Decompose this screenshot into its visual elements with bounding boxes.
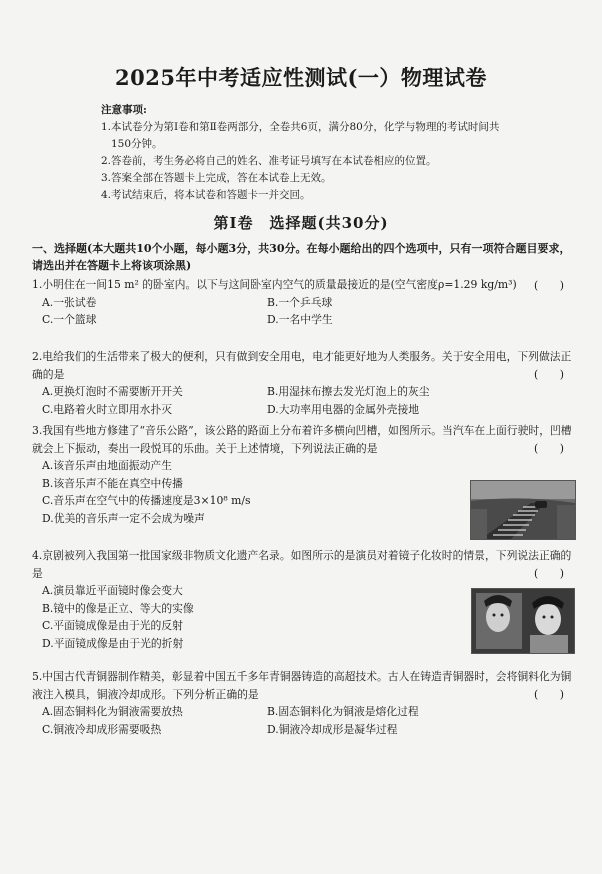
question-stem: 2.电给我们的生活带来了极大的便利，只有做到安全用电，电才能更好地为人类服务。关于安全用电，下列做法正确的是 xyxy=(32,350,572,381)
option-c: C.一个篮球 xyxy=(42,313,97,326)
option-b: B.镜中的像是正立、等大的实像 xyxy=(42,601,194,615)
notice-section xyxy=(101,102,581,204)
section-instruction: 一、选择题(本大题共10个小题，每小题3分，共30分。在每小题给出的四个选项中，只有一项符合题目要求，请选出并在答题卡上将该项涂黑) xyxy=(32,242,571,272)
option-c: C.铜液冷却成形需要吸热 xyxy=(42,722,162,736)
music-road-photo xyxy=(470,480,576,540)
answer-paren: ( ) xyxy=(533,442,564,455)
option-b: B.一个乒乓球 xyxy=(267,295,333,309)
option-d: D.一名中学生 xyxy=(267,313,333,326)
option-a: A.一张试卷 xyxy=(42,295,97,309)
question-1 xyxy=(32,276,582,329)
opera-image xyxy=(472,589,574,653)
option-b: B.该音乐声不能在真空中传播 xyxy=(42,476,183,490)
question-stem: 4.京剧被列入我国第一批国家级非物质文化遗产名录。如图所示的是演员对着镜子化妆时的情景，下列说法正确的是 xyxy=(32,549,572,580)
answer-paren: ( ) xyxy=(533,688,564,701)
option-d: D.优美的音乐声一定不会成为噪声 xyxy=(42,511,205,525)
option-c: C.平面镜成像是由于光的反射 xyxy=(42,619,183,632)
question-5 xyxy=(32,668,582,738)
option-b: B.用湿抹布擦去发光灯泡上的灰尘 xyxy=(267,385,430,398)
question-stem: 5.中国古代青铜器制作精美，彰显着中国五千多年青铜器铸造的高超技术。古人在铸造青铜器时，会将铜料化为铜液注入模具，铜液冷却成形。下列分析正确的是 xyxy=(32,670,572,701)
part1-title: 第Ⅰ卷 选择题(共30分) xyxy=(213,214,389,232)
option-c: C.音乐声在空气中的传播速度是3×10⁸ m/s xyxy=(42,494,251,507)
question-2 xyxy=(32,348,582,418)
opera-makeup-photo xyxy=(471,588,575,654)
notice-heading: 注意事项: xyxy=(101,104,147,116)
option-d: D.大功率用电器的金属外壳接地 xyxy=(267,402,420,416)
answer-paren: ( ) xyxy=(533,278,564,292)
option-c: C.电路着火时立即用水扑灭 xyxy=(42,402,173,416)
answer-paren: ( ) xyxy=(533,567,564,580)
option-a: A.更换灯泡时不需要断开开关 xyxy=(42,385,183,398)
notice-item: 3.答案全部在答题卡上完成，答在本试卷上无效。 xyxy=(101,172,332,184)
road-image xyxy=(471,481,575,539)
question-stem: 3.我国有些地方修建了“音乐公路”，该公路的路面上分布着许多横向凹槽，如图所示。当汽车在上面行驶时，凹槽就会上下振动，奏出一段悦耳的乐曲。关于上述情境，下列说法正确的是 xyxy=(32,424,572,455)
option-d: D.铜液冷却成形是凝华过程 xyxy=(267,722,398,736)
notice-item: 150分钟。 xyxy=(111,138,163,150)
answer-paren: ( ) xyxy=(533,368,564,381)
exam-title: 2025年中考适应性测试(一）物理试卷 xyxy=(115,65,487,90)
option-d: D.平面镜成像是由于光的折射 xyxy=(42,636,184,650)
option-b: B.固态铜料化为铜液是熔化过程 xyxy=(267,705,419,718)
notice-item: 2.答卷前，考生务必将自己的姓名、准考证号填写在本试卷相应的位置。 xyxy=(101,155,437,167)
option-a: A.演员靠近平面镜时像会变大 xyxy=(42,584,183,597)
option-a: A.固态铜料化为铜液需要放热 xyxy=(42,705,183,718)
option-a: A.该音乐声由地面振动产生 xyxy=(42,459,172,472)
notice-item: 4.考试结束后，将本试卷和答题卡一并交回。 xyxy=(101,189,311,201)
question-stem: 1.小明住在一间15 m² 的卧室内。以下与这间卧室内空气的质量最接近的是(空气密度ρ=1.29 kg/m³) xyxy=(32,278,517,291)
notice-item: 1.本试卷分为第Ⅰ卷和第Ⅱ卷两部分，全卷共6页，满分80分，化学与物理的考试时间共 xyxy=(101,121,500,133)
